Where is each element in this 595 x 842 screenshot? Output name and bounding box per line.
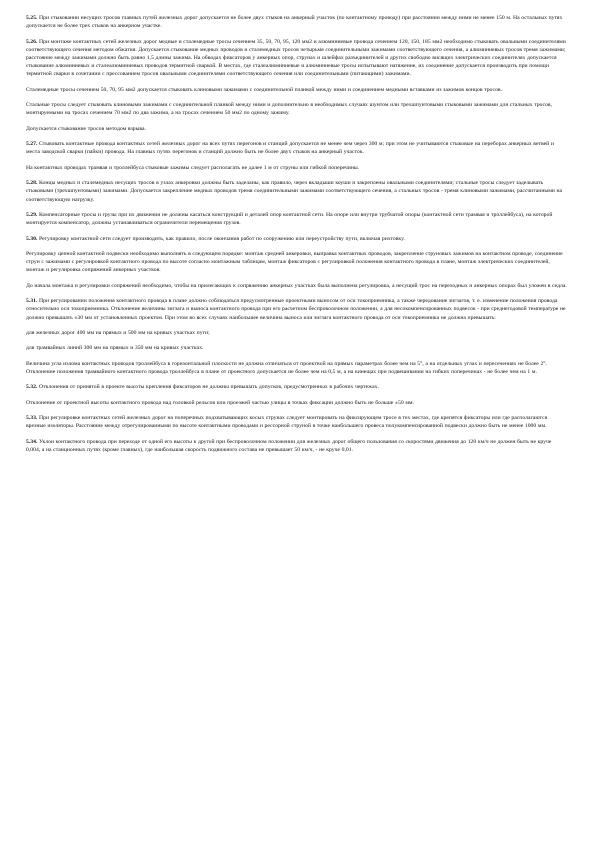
paragraph (26, 14, 567, 30)
paragraph-text: На контактных проводах трамвая и троллейбуса стыковые зажимы следует располагать не далее 1 м от струны или гибкой поперечины. (26, 164, 360, 171)
paragraph (26, 38, 567, 79)
paragraph-text: Величина угла излома контактных проводов троллейбуса в горизонтальной плоскости не должна отличаться от проектной на прямых параметрах более чем на 5°, а на отдельных углах и пересечениях не более 2°. Отклонение положения трамвайного контактного провода троллейбуса в плане от проектного допускается не более чем на 0,5 м, а на кинещах при подвешивании на гибких поперечинах - не более чем на 1 м. (26, 360, 547, 375)
paragraph-text: Сталемедные тросы сечением 50, 70, 95 мм2 допускается стыковать клиновыми зажимами с соединительной планкой между ними и соединением медными вставками из зажимов концов тросов. (26, 86, 503, 93)
clause-number: 5.31. (26, 298, 38, 305)
paragraph (26, 383, 567, 391)
paragraph (26, 399, 567, 407)
paragraph-text: Компенсаторные тросы и грузы при их движении не должны касаться конструкций и деталей опор контактной сети. На опоре или внутри трубчатой опоры (контактной сети трамвая и троллейбуса), на которой монтируется компенсатор, должны устанавливаться ограничители перемещения грузов. (26, 211, 553, 227)
paragraph (26, 140, 567, 156)
paragraph (26, 164, 567, 172)
paragraph (26, 282, 567, 290)
paragraph (26, 86, 567, 94)
paragraph-text: Допускается стыкование тросов методом взрыва. (26, 125, 146, 132)
paragraph-text: Стальные тросы следует стыковать клиновыми зажимами с соединительной планкой между ними и дополнительно в необходимых случаях шунтом или трехшпунтовыми стыковыми зажимами для стальных тросов, монтируемыми на тросах сечением 70 мм2 по два зажима, а на тросах сечением 50 мм2 по одному зажиму. (26, 102, 552, 117)
paragraph-text: До начала монтажа и регулировки сопряжений необходимо, чтобы на прилегающих к сопряжению анкерных участках была выполнена регулировка, а несущий трос на переходных и анкерных опорах был уложен в седла. (26, 282, 567, 289)
paragraph (26, 329, 567, 337)
paragraph-text: Отклонение от проектной высоты контактного провода над головкой рельсов или проезжей частью улицы в точках фиксации должно быть не больше ±50 мм. (26, 399, 414, 406)
paragraph-text: Концы медных и сталемедных несущих тросов в узлах анкеровки должны быть заделаны, как правило, через вкладыши коуши и закреплены овальными соединителями; стальные тросы следует заделывать стыковыми (трехшпунтовыми) зажимами. Допускается закрепление медных проводов тремя соединительными зажимами соответствующего сечения, а стальных тросов - тремя клиновыми зажимами, рассчитанными на соответствующую нагрузку. (26, 180, 563, 203)
paragraph (26, 438, 567, 454)
paragraph-text: Отклонения от принятой в проекте высоты крепления фиксаторов не должны превышать допусков, предусмотренных в рабочих чертежах. (39, 384, 379, 391)
paragraph (26, 211, 567, 227)
paragraph (26, 414, 567, 430)
paragraph-text: При регулировке контактных сетей железных дорог на поперечных подхватывающих косых струнах следует монтировать на фиксирующем тросе в тех местах, где крепятся фиксаторы или где располагаются врезные изоляторы. Расстояние между отрегулированными по высоте контактными проводами и рессорной струной в точке наибольшего провеса полукомпенсированной подвески должно быть не менее 1000 мм. (26, 415, 548, 430)
paragraph-text: При монтаже контактных сетей железных дорог медные и сталемедные тросы сечением 35, 50, 70, 95, 120 мм2 и алюминиевые провода сечением 120, 150, 185 мм2 необходимо стыковать овальными соединителями соответствующего сечения методом обжатия. Допускается стыкование медных проводов и сталемедных тросов четырьмя соединительными зажимами соответствующего сечения, а алюминиевых тросов тремя зажимами; расстояние между зажимами должно быть равно 1,5 длины зажима. На обводах фиксаторов у анкерных опор, струнах и шлейфах разъединителей и других свободно висящих электрических соединителях допускается стыкование алюминиевых и сталеалюминиевых проводов термитной сваркой. В местах, где сталеалюминиевые и алюминиевые тросы испытывают натяжение, их соединение допускается производить при помощи термитной сварки в сочетании с прессованием тросов овальными соединителями соответствующего сечения или соединительными (питающими) зажимами. (26, 38, 566, 78)
paragraph-text: При регулировании положения контактного провода в плане должно соблюдаться предусмотренные проектными выносом от оси токоприемника, а также чередование зигзагов, т. е. изменение положения провода относительно оси токоприемника. Отклонение величины зигзага и выноса контактного провода при его расчетном беспроволочном положении, а для несокомпенсированных подвесок - при среднегодовой температуре не должно превышать ±30 мм от установленных проектом. При этом во всех случаях наибольшее величина выноса или зигзага контактного провода от оси токоприемника не должна превышать: (26, 298, 566, 321)
paragraph-text: При стыковании несущих тросов главных путей железных дорог допускается не более двух стыков на анкерный участок (по контактному проводу) при расстоянии между ними не менее 150 м. На остальных путях допускается не более трех стыков на анкерном участке. (26, 15, 563, 30)
clause-number: 5.32. (26, 384, 38, 391)
clause-number: 5.29. (26, 211, 38, 218)
clause-number: 5.26. (26, 38, 38, 45)
paragraph (26, 101, 567, 117)
paragraph (26, 360, 567, 376)
clause-number: 5.25. (26, 15, 38, 21)
clause-number: 5.28. (26, 180, 38, 187)
paragraph-text: для железных дорог 400 мм на прямых и 500 мм на кривых участках пути; (26, 329, 210, 336)
clause-number: 5.33. (26, 415, 38, 422)
paragraph (26, 125, 567, 133)
clause-number: 5.27. (26, 141, 38, 148)
paragraph-text: Регулировку контактной сети следует производить, как правило, после окончания работ по сооружению или переустройству пути, включая рихтовку. (39, 235, 405, 242)
document-body (26, 14, 567, 454)
paragraph-text: Регулировку цепной контактной подвески необходимо выполнять в следующем порядке: монтаж средней анкеровки, выправка контактных проводов, закрепление струновых зажимов на контактном проводе, соединение струн с зажимами с регулировкой контактного провода по высоте согласно монтажным таблицам, монтаж фиксаторов с регулировкой положения контактного провода в плане, монтаж электрических соединителей, монтаж и регулировка сопряжений анкерных участков. (26, 250, 563, 274)
paragraph (26, 235, 567, 243)
paragraph-text: Стыковать контактные провода контактных сетей железных дорог на всех путях перегонов и станций допускается не менее чем через 300 м; при этом не учитываются стыковые на переборах анкерных ветвей и места заводской сварки (пайки) провода. На главных путях перегонов и станций должно быть не более двух стыков на анкерный участок. (26, 141, 554, 156)
paragraph (26, 344, 567, 352)
paragraph-text: для трамвайных линий 300 мм на прямых и 350 мм на кривых участках. (26, 345, 204, 352)
paragraph (26, 250, 567, 275)
paragraph-text: Уклон контактного провода при переходе от одной его высоты к другой при беспроволочном положении для железных дорог общего пользования со скоростями движения до 120 км/ч не должен быть не круче 0,004, а на станционных путях (кроме главных), где наибольшая скорость подвижного состава не превышает 50 км/ч, - не круче 0,01. (26, 438, 552, 453)
clause-number: 5.34. (26, 438, 38, 445)
paragraph (26, 297, 567, 322)
clause-number: 5.30. (26, 235, 38, 242)
paragraph (26, 179, 567, 204)
